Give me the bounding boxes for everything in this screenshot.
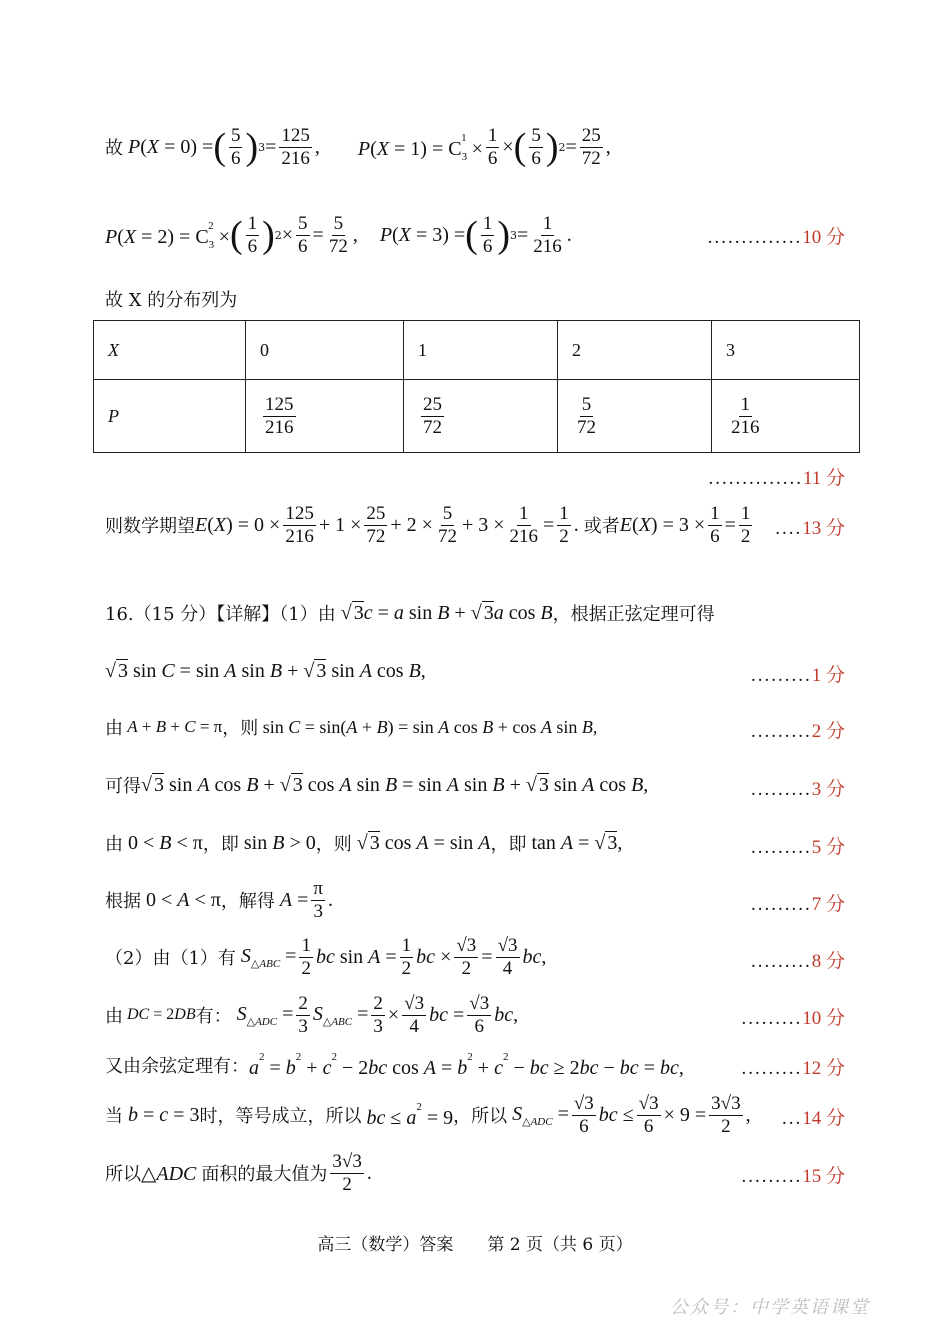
formula-step2: 由 A + B + C = π ，则 sin C = sin(A + B) = sin A cos B + cos A sin B, [105, 716, 598, 739]
score-14: ...14 分 [781, 1108, 845, 1129]
score-3: .........3 分 [750, 779, 845, 800]
table-cell: $\frac{125}{216}$ [246, 380, 404, 453]
score-10b: .........10 分 [741, 1008, 845, 1029]
score-15: .........15 分 [741, 1166, 845, 1187]
formula-p2-p3: $P(X = 2) = C_3^2$ × ( $\frac{1}{6}$ ) 2 × $\frac{5}{6}$ = $\frac{5}{72}$ , P(X = 3) = ( $\frac{1}{6}$ ) 3 = $\frac{1}{216}$ . [105, 212, 572, 257]
table-cell: 1 [404, 321, 558, 380]
formula-part2: （2）由（1）有 $S_{\triangle ABC}$ = $\frac{1}{2}$ bc sin A = $\frac{1}{2}$ bc × $\frac{√3}{2}$ = $\frac{√3}{4}$ bc, [105, 934, 547, 979]
score-7: .........7 分 [750, 894, 845, 915]
score-5: .........5 分 [750, 837, 845, 858]
formula-cosine: 又由余弦定理有： $a^2 = b^2 + c^2 - 2bc$ $\cos A = b^2 + c^2$ − bc ≥ 2bc − bc = bc, [105, 1050, 684, 1079]
formula-step3: 可得 √ 3 sin A cos B + √ 3 cos A sin B = sin A sin B + √ 3 sin A cos B, [105, 773, 649, 797]
table-cell: 3 [712, 321, 860, 380]
table-row [94, 321, 860, 380]
table-cell: $\frac{5}{72}$ [558, 380, 712, 453]
score-13: ....13 分 [775, 518, 845, 539]
score-10a: ..............10 分 [707, 227, 845, 248]
score-8: .........8 分 [750, 951, 845, 972]
page-footer: 高三（数学）答案 第 2 页（共 6 页） [317, 1235, 633, 1255]
table-cell: 2 [558, 321, 712, 380]
table-cell: P [94, 380, 246, 453]
formula-expectation: 则数学期望 E(X) = 0 × $\frac{125}{216}$ + 1 × $\frac{25}{72}$ + 2 × $\frac{5}{72}$ + 3 × $\frac{1}{216}$ = $\frac{1}{2}$ . 或者 E(X) = 3 × $\frac{1}{6}$ = $\frac{1}{2}$ [105, 502, 751, 547]
formula-step4: 由 0 < B < π ，即 sin B > 0 ，则 √ 3 cos A = sin A ，即 tan A = √ 3, [105, 831, 623, 855]
score-11: ..............11 分 [708, 468, 845, 489]
distribution-table [93, 320, 860, 453]
formula-max: 所以 △ADC 面积的最大值为 $\frac{3√3}{2}$ . [105, 1150, 372, 1195]
text-distribution-intro: 故 X 的分布列为 [105, 290, 238, 311]
score-12: .........12 分 [741, 1058, 845, 1079]
table-cell: X [94, 321, 246, 380]
text-prefix: 故 [105, 138, 123, 159]
formula-step1: √ 3 sin C = sin A sin B + √ 3 sin A cos B, [105, 659, 426, 682]
score-2: .........2 分 [750, 721, 845, 742]
formula-p0-p1: 故 P(X = 0) = ( $\frac{5}{6}$ ) 3 = $\frac{125}{216}$ , $P(X = 1) = C_3^1$ × $\frac{1}{6}$ × ( $\frac{5}{6}$ ) 2 = $\frac{25}{72}$ , [105, 124, 611, 169]
table-cell: 0 [246, 321, 404, 380]
score-1: .........1 分 [750, 665, 845, 686]
q16-head: 16.（15 分）【详解】（1）由 √ 3c = a sin B + √ 3a cos B ，根据正弦定理可得 [105, 601, 715, 625]
table-row [94, 380, 860, 453]
formula-equality: 当 b = c = 3 时，等号成立，所以 bc ≤ $a^2 = 9$ ，所以 $S_{\triangle ADC}$ = $\frac{√3}{6}$ bc ≤ $\frac{√3}{6}$ × 9 = $\frac{3√3}{2}$ , [105, 1092, 751, 1137]
table-cell: $\frac{25}{72}$ [404, 380, 558, 453]
table-cell: $\frac{1}{216}$ [712, 380, 860, 453]
watermark: 公众号：中学英语课堂 [670, 1297, 870, 1318]
formula-adc: 由 DC = 2DB 有： $S_{\triangle ADC}$ = $\frac{2}{3}$ $S_{\triangle ABC}$ = $\frac{2}{3}$ × $\frac{√3}{4}$ bc = $\frac{√3}{6}$ bc, [105, 992, 519, 1037]
formula-step5: 根据 0 < A < π ，解得 A = $\frac{\pi}{3}$ . [105, 877, 333, 922]
